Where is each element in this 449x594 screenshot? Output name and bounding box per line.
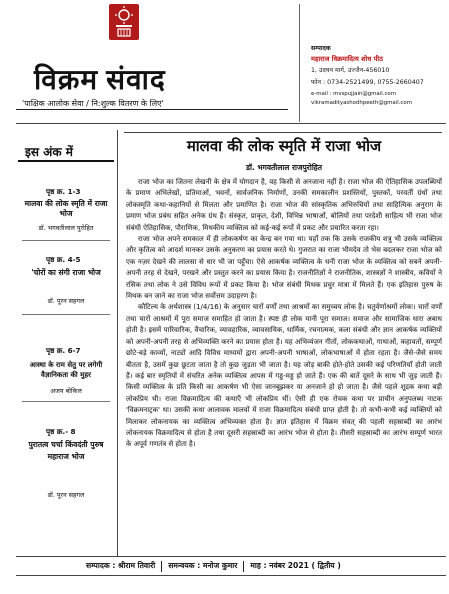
article-paragraph: राजा भोज का जितना लेखनी के क्षेत्र में योगदान है, वह किसी से अनजाना नहीं है। राजा भोज की ऐतिहासिक उपलब्धियों के प्रमाण अभिलेखों, प्रतिमाओं, भवनों, सार्वजनिक निर्माणों, उनकी समकालीन प्रशस्तियों, पुस्तकों, परवर्ती ग्रंथों तथा लोकस्मृति कथा-कहानियों से मिलता और प्रमाणित है। राजा भोज की सांस्कृतिक अभिरुचियों तथा साहित्यिक अनुराग के प्रमाण भोज प्रबंध सहित अनेक ग्रंथ हैं। संस्कृत, प्राकृत, देशी, विभिन्न भाषाओं, बोलियों तथा परदेशी साहित्य भी राजा भोज संबंधी ऐतिहासिक, पौराणिक, मिथकीय व्यक्तित्व को कई-कई रूपों में प्रकट और प्रचारित करता रहा। [126,177,442,232]
sidebar-title-rule [18,160,114,162]
sidebar-item-title[interactable]: मालवा की लोक स्मृति में राजा भोज [24,199,108,218]
column-divider [117,130,118,557]
sidebar-item-author: डॉ. पूरन सहगल [47,491,85,499]
footer-month: माह : नवंबर 2021 ( द्वितीय ) [250,561,341,570]
contact-email-label: e-mail : [311,90,332,97]
article-top-rule [124,132,442,133]
article-body [126,176,442,450]
sidebar-item-author: अजय बोकिल [50,387,82,395]
header-rule [16,109,288,110]
footer-coordinator: समन्वयक : मनोज कुमार [168,561,238,570]
masthead-subtitle: 'पाक्षिक आलोक सेवा / नि:शुल्क वितरण के लिए' [22,99,164,108]
article-byline: डॉ. भगवतीलाल राजपुरोहित [245,163,323,172]
sidebar-title: इस अंक में [25,145,73,159]
masthead-title-part1: विक्रम [34,63,99,96]
footer-editor: सम्पादक : श्रीराम तिवारी [86,561,156,570]
contact-block [311,43,447,108]
sidebar-item-title[interactable]: पुरातत्व चर्चा किंवदंती पुरुष महाराज भोज [28,440,104,461]
shodhpeeth-logo-icon [109,4,139,40]
sidebar-item-author: डॉ. पूरन सहगल [47,297,85,305]
sidebar-divider [22,240,110,241]
article-paragraph: कौटिल्य के अर्थशास्त्र (1/4/16) के अनुसार चारों वर्णों तथा आश्रमों का समुच्चय लोक है। चतुर्वर्णाश्रमों लोकः। चारों वर्णों तथा चारों आश्रमों में पूरा समाज समाहित हो जाता है। स्पष्ट ही लोक यानी पूरा समाज। समाज और सामाजिक धारा अबाध होती है। इसमें पारिवारिक, वैचारिक, व्यावहारिक, व्यावसायिक, धार्मिक, रचनात्मक, कला संबंधी और ज्ञान आकर्षक व्यक्तियों को अपनी-अपनी तरह से अभिव्यक्ति करने का प्रयास होता है। यह अभिव्यंजन गीतों, लोककथाओं, गाथाओं, कहावतों, सम्पूर्ण छोटे-बड़े काव्यों, नाट्यों आदि विविध माध्यमों द्वारा अपनी-अपनी भाषाओं, लोकभाषाओं में होता रहता है। जैसे-जैसे समय बीतता है, उसमें कुछ छूटता जाता है तो कुछ जुड़ता भी जाता है। यह जोड़ बाकी होते-होते उसकी कई परिणतियाँ होती जाती हैं। कई बार स्मृतियों में संचरित अनेक व्यक्तित्व आपस में गड्ड-मड्ड हो जाते हैं। एक की बातें दूसरे के साथ भी जुड़ जाती हैं। किसी व्यक्तित्व के प्रति किसी का आकर्षण भी ऐसा जानबूझकर या अनजाने हो हो जाता है। जैसे पहले शूद्रक कथा बड़ी लोकप्रिय थी। राजा विक्रमादित्य की कथाएँ भी लोकप्रिय थीं। ऐसी ही एक रोचक कथा पर प्राचीन अनुपलब्ध नाटक 'विक्रमनाट्रक' था। उसकी कथा आलावक मालवों में राजा विक्रमादित्य संबंधी प्राप्त होती है। तो कभी-कभी कई व्यक्तियों को मिलाकर लोकनायक का व्यक्तित्व अभिव्यक्त होता है। ज्ञात इतिहास में विक्रम संवत् की पहली सहस्राब्दी का आरंभ लोकनायक विक्रमादित्य से होता है तथा दूसरी सहस्राब्दी का आरंभ भोज से होता है। तीसरी सहस्राब्दी का आरंभ सम्पूर्ण भारत के अपूर्व गणतंत्र से होता है। [126,302,442,449]
article-title: मालवा की लोक स्मृति में राजा भोज [186,137,382,155]
contact-email-1[interactable]: mvspujjain@gmail.com [333,90,396,97]
sidebar-divider [22,401,110,402]
contact-org: महाराज विक्रमादित्य शोध पीठ [311,55,383,64]
contact-phone: फोन : 0734-2521499, 0755-2660407 [311,78,424,86]
footer-separator [243,561,244,572]
contact-label: सम्पादक [311,45,331,52]
sidebar-item-page: पृष्ठ क्र. 1-3 [46,187,81,196]
sidebar-item-page: पृष्ठ क्र.- 8 [46,427,76,436]
sidebar-item-title[interactable]: 'चोरों का संगी राजा भोज [31,268,101,277]
sidebar-item-page: पृष्ठ क्र. 6-7 [46,346,81,355]
footer-separator [161,561,162,572]
masthead-title-part2: संवाद [106,63,166,96]
contact-address: 1, उदयन मार्ग, उज्जैन-456010 [311,67,390,75]
sidebar-item-page: पृष्ठ क्र. 4-5 [46,255,81,264]
header-bottom-rule [16,123,446,124]
sidebar-item-title[interactable]: आस्था के राम सेतु पर लगेगी वैज्ञानिकता की मुहर [29,361,103,379]
header-divider [299,4,300,122]
footer-bar [16,556,446,576]
contact-email-2[interactable]: vikramadityashodhpeeth@gmail.com [311,99,412,106]
sidebar-divider [22,314,110,315]
article-paragraph: राजा भोज अपने समकाल में ही लोककर्षण का केन्द्र बन गया था। यहाँ तक कि उसके राजकीय शत्रु भी उसके व्यक्तित्व और कृतित्व को आदर्श मानकर उसके अनुकरण का प्रयास करते थे। गुजरात का राजा भीमदेव तो भेस बदलकर राजा भोज को एक नज़र देखने की लालसा से धार भी जा पहुँचा। ऐसे आकर्षक व्यक्तित्व के धनी राजा भोज के व्यक्तित्व को सबने अपनी-अपनी तरह से देखने, परखने और प्रस्तुत करने का प्रयास किया है। राजनीतिज्ञों ने राजनीतिक, शास्त्रज्ञों ने शास्त्रीय, कवियों ने रसिक तथा लोक ने उसे विविध रूपों में प्रकट किया है। भोज संबंधी मिथक प्रचुर मात्रा में मिलते हैं। एक इतिहास पुरुष के मिथक बन जाने का राजा भोज सर्वोत्तम उदाहरण है। [126,234,442,301]
masthead-title [34,60,166,98]
sidebar-item-author: डॉ. भगवतीलाल पुरोहित [38,224,94,232]
